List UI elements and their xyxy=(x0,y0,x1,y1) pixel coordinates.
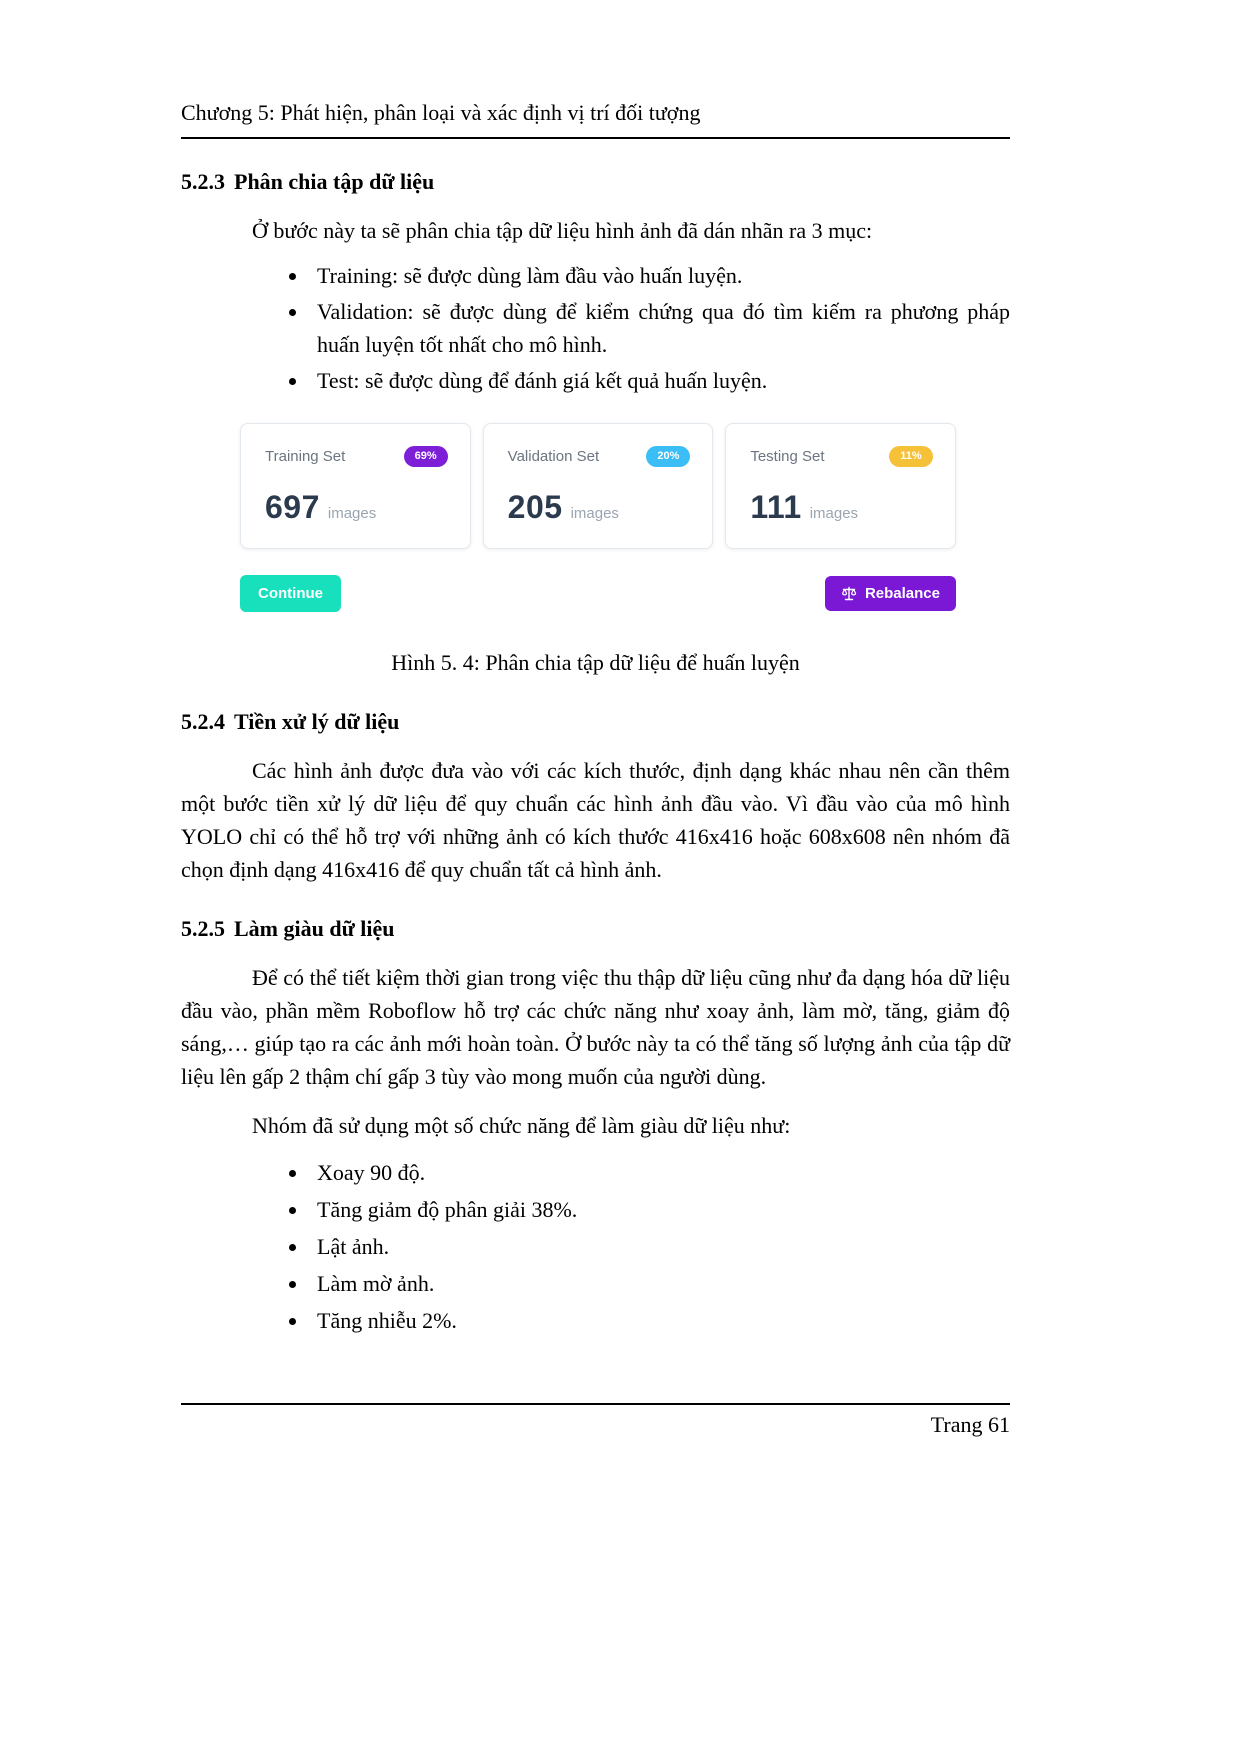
figure-caption: Hình 5. 4: Phân chia tập dữ liệu để huấn luyện xyxy=(391,650,800,675)
footer-rule xyxy=(181,1403,1010,1405)
validation-set-card xyxy=(483,423,714,549)
card-count-row xyxy=(750,483,933,531)
validation-image-count: 205 xyxy=(507,489,563,525)
testing-set-label: Testing Set xyxy=(750,448,825,465)
section-title: Làm giàu dữ liệu xyxy=(234,916,395,941)
bullet-item-test: • Test: sẽ được dùng để đánh giá kết quả huấn luyện. xyxy=(309,364,1010,397)
page-number: Trang 61 xyxy=(930,1412,1010,1437)
testing-image-unit: images xyxy=(809,505,859,522)
rebalance-button[interactable] xyxy=(825,576,956,611)
section-heading-5-2-3 xyxy=(181,165,1010,198)
figure-buttons-row xyxy=(240,575,956,612)
training-set-label: Training Set xyxy=(265,448,346,465)
bullet-item-flip: • Lật ảnh. xyxy=(309,1230,1010,1263)
card-header xyxy=(508,446,691,467)
dataset-cards-row xyxy=(240,423,956,549)
training-set-card xyxy=(240,423,471,549)
augmentation-bullet-list xyxy=(181,1156,1010,1337)
section-heading-5-2-5 xyxy=(181,912,1010,945)
roboflow-split-screenshot xyxy=(240,423,956,612)
section-title: Phân chia tập dữ liệu xyxy=(234,169,435,194)
augmentation-paragraph: Để có thể tiết kiệm thời gian trong việc thu thập dữ liệu cũng như đa dạng hóa dữ liệu đầu vào, phần mềm Roboflow hỗ trợ các chức năng như xoay ảnh, làm mờ, tăng, giảm độ sáng,… giúp tạo ra các ảnh mới hoàn toàn. Ở bước này ta có thể tăng số lượng ảnh của tập dữ liệu lên gấp 2 thậm chí gấp 3 tùy vào mong muốn của người dùng. xyxy=(181,965,1010,1089)
bullet-item-resolution: • Tăng giảm độ phân giải 38%. xyxy=(309,1193,1010,1226)
continue-button[interactable]: Continue xyxy=(240,575,341,612)
bullet-item-noise: • Tăng nhiễu 2%. xyxy=(309,1304,1010,1337)
testing-image-count: 111 xyxy=(750,489,802,525)
validation-set-label: Validation Set xyxy=(507,448,600,465)
section-number: 5.2.5 xyxy=(181,916,225,941)
section-heading-5-2-4 xyxy=(181,705,1010,738)
validation-percent-badge: 20% xyxy=(646,446,690,467)
bullet-item-blur: • Làm mờ ảnh. xyxy=(309,1267,1010,1300)
rebalance-button-label: Rebalance xyxy=(864,585,940,602)
bullet-item-validation: • Validation: sẽ được dùng để kiểm chứng qua đó tìm kiếm ra phương pháp huấn luyện tốt nhất cho mô hình. xyxy=(309,295,1010,361)
chapter-title: Chương 5: Phát hiện, phân loại và xác định vị trí đối tượng xyxy=(181,100,701,125)
intro-paragraph: Ở bước này ta sẽ phân chia tập dữ liệu hình ảnh đã dán nhãn ra 3 mục: xyxy=(252,218,873,243)
page-content xyxy=(181,0,1010,1337)
testing-percent-badge: 11% xyxy=(889,446,933,467)
augmentation-intro-list: Nhóm đã sử dụng một số chức năng để làm giàu dữ liệu như: xyxy=(252,1113,791,1138)
training-image-count: 697 xyxy=(265,489,320,525)
section-title: Tiền xử lý dữ liệu xyxy=(234,709,400,734)
card-count-row xyxy=(508,483,691,531)
bullet-item-rotate: • Xoay 90 độ. xyxy=(309,1156,1010,1189)
section-number: 5.2.4 xyxy=(181,709,225,734)
card-header xyxy=(750,446,933,467)
card-count-row xyxy=(265,483,448,531)
preprocessing-paragraph: Các hình ảnh được đưa vào với các kích thước, định dạng khác nhau nên cần thêm một bước tiền xử lý dữ liệu để quy chuẩn các hình ảnh đầu vào. Vì đầu vào của mô hình YOLO chỉ có thể hỗ trợ với những ảnh có kích thước 416x416 hoặc 608x608 nên nhóm đã chọn định dạng 416x416 để quy chuẩn tất cả hình ảnh. xyxy=(181,758,1010,882)
training-image-unit: images xyxy=(327,505,377,522)
card-header xyxy=(265,446,448,467)
validation-image-unit: images xyxy=(570,505,619,522)
testing-set-card xyxy=(725,423,956,549)
chapter-header xyxy=(181,96,1010,139)
training-percent-badge: 69% xyxy=(404,446,448,467)
rebalance-scale-icon xyxy=(841,586,857,601)
bullet-item-training: • Training: sẽ được dùng làm đầu vào huấn luyện. xyxy=(309,259,1010,292)
section-number: 5.2.3 xyxy=(181,169,225,194)
page-footer xyxy=(181,1403,1010,1438)
split-bullet-list xyxy=(181,259,1010,397)
